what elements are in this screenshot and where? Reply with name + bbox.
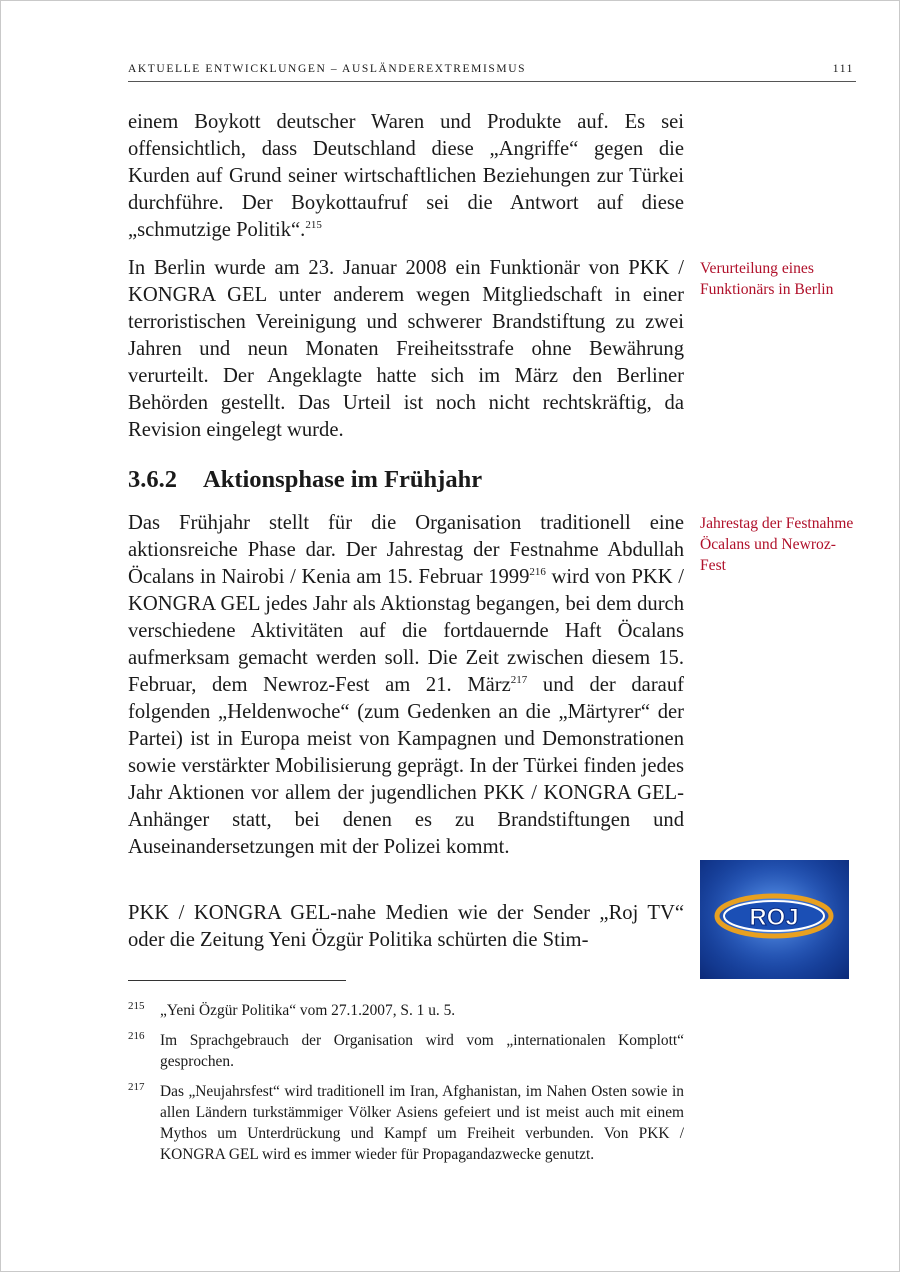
footnote-text: Im Sprachgebrauch der Organisation wird vom „internationalen Komplott“ gesprochen.: [160, 1032, 684, 1070]
page-number: 111: [832, 63, 854, 75]
section-title: Aktionsphase im Frühjahr: [203, 466, 483, 493]
footnote: [128, 1000, 684, 1021]
paragraph-text: und der darauf folgenden „Heldenwoche“ (zum Gedenken an die „Märtyrer“ der Partei) ist in Europa meist von Kampagnen und Demonstrationen sowie verstärkter Mobilisierung geprägt. In der Türkei finden jedes Jahr Aktionen vor allem der jugendlichen PKK / KONGRA GEL-Anhänger statt, bei denen es zu Brandstiftungen und Auseinandersetzungen mit der Polizei kommt.: [128, 674, 684, 858]
body-paragraph: [128, 510, 684, 861]
footnote-ref[interactable]: 216: [529, 566, 546, 578]
footnote-ref[interactable]: 217: [510, 674, 528, 686]
footnote-ref[interactable]: 215: [305, 219, 322, 231]
body-paragraph: [128, 109, 684, 244]
marginal-note: Verurteilung eines Funktionärs in Berlin: [700, 260, 834, 298]
paragraph-text: wird von PKK / KONGRA GEL jedes Jahr als Aktionstag begangen, bei dem durch verschiedene Aktivitäten auf die fortdauernde Haft Öcalans aufmerksam gemacht werden soll. Die Zeit zwischen diesem 15. Februar, dem Newroz-Fest am 21. März: [128, 566, 685, 696]
running-title: AKTUELLE ENTWICKLUNGEN – AUSLÄNDEREXTREMISMUS: [128, 63, 527, 75]
paragraph-text: PKK / KONGRA GEL-nahe Medien wie der Sender „Roj TV“ oder die Zeitung Yeni Özgür Politika schürten die Stim-: [128, 902, 684, 951]
body-paragraph: [128, 255, 684, 444]
section-heading: [128, 466, 482, 494]
paragraph-text: Das Frühjahr stellt für die Organisation traditionell eine aktionsreiche Phase dar. Der Jahrestag der Festnahme Abdullah Öcalans in Nairobi / Kenia am 15. Februar 1999: [128, 512, 684, 588]
body-paragraph: [128, 900, 684, 954]
footnote-number: 216: [128, 1030, 145, 1042]
paragraph-text: In Berlin wurde am 23. Januar 2008 ein Funktionär von PKK / KONGRA GEL unter anderem wegen Mitgliedschaft in einer terroristischen Vereinigung und schwerer Brandstiftung zu zwei Jahren und neun Monaten Freiheitsstrafe ohne Bewährung verurteilt. Der Angeklagte hatte sich im März den Berliner Behörden gestellt. Das Urteil ist noch nicht rechtskräftig, da Revision eingelegt wurde.: [128, 257, 684, 441]
footnote: [128, 1081, 684, 1165]
marginal-note: Jahrestag der Festnahme Öcalans und Newroz-Fest: [700, 515, 854, 574]
section-number: 3.6.2: [128, 466, 177, 493]
footnote-text: Das „Neujahrsfest“ wird traditionell im Iran, Afghanistan, im Nahen Osten sowie in allen Ländern turkstämmiger Völker Asiens gefeiert und ist meist auch mit einem Mythos um Unterdrückung und Kampf um Freiheit verbunden. Von PKK / KONGRA GEL wird es immer wieder für Propagandazwecke genutzt.: [160, 1083, 684, 1163]
footnote-text: „Yeni Özgür Politika“ vom 27.1.2007, S. 1 u. 5.: [160, 1002, 456, 1019]
footnote-divider: [128, 980, 346, 981]
roj-tv-logo: [700, 860, 849, 979]
roj-logo-icon: [700, 860, 849, 979]
paragraph-text: einem Boykott deutscher Waren und Produkte auf. Es sei offensichtlich, dass Deutschland diese „Angriffe“ gegen die Kurden auf Grund seiner wirtschaftlichen Beziehungen zur Türkei durchführe. Der Boykottaufruf sei die Antwort auf diese „schmutzige Politik“.: [128, 111, 684, 241]
footnote-number: 217: [128, 1081, 145, 1093]
footnote: [128, 1030, 684, 1072]
running-header: [128, 63, 856, 82]
footnote-number: 215: [128, 1000, 145, 1012]
logo-text: ROJ: [749, 904, 799, 931]
